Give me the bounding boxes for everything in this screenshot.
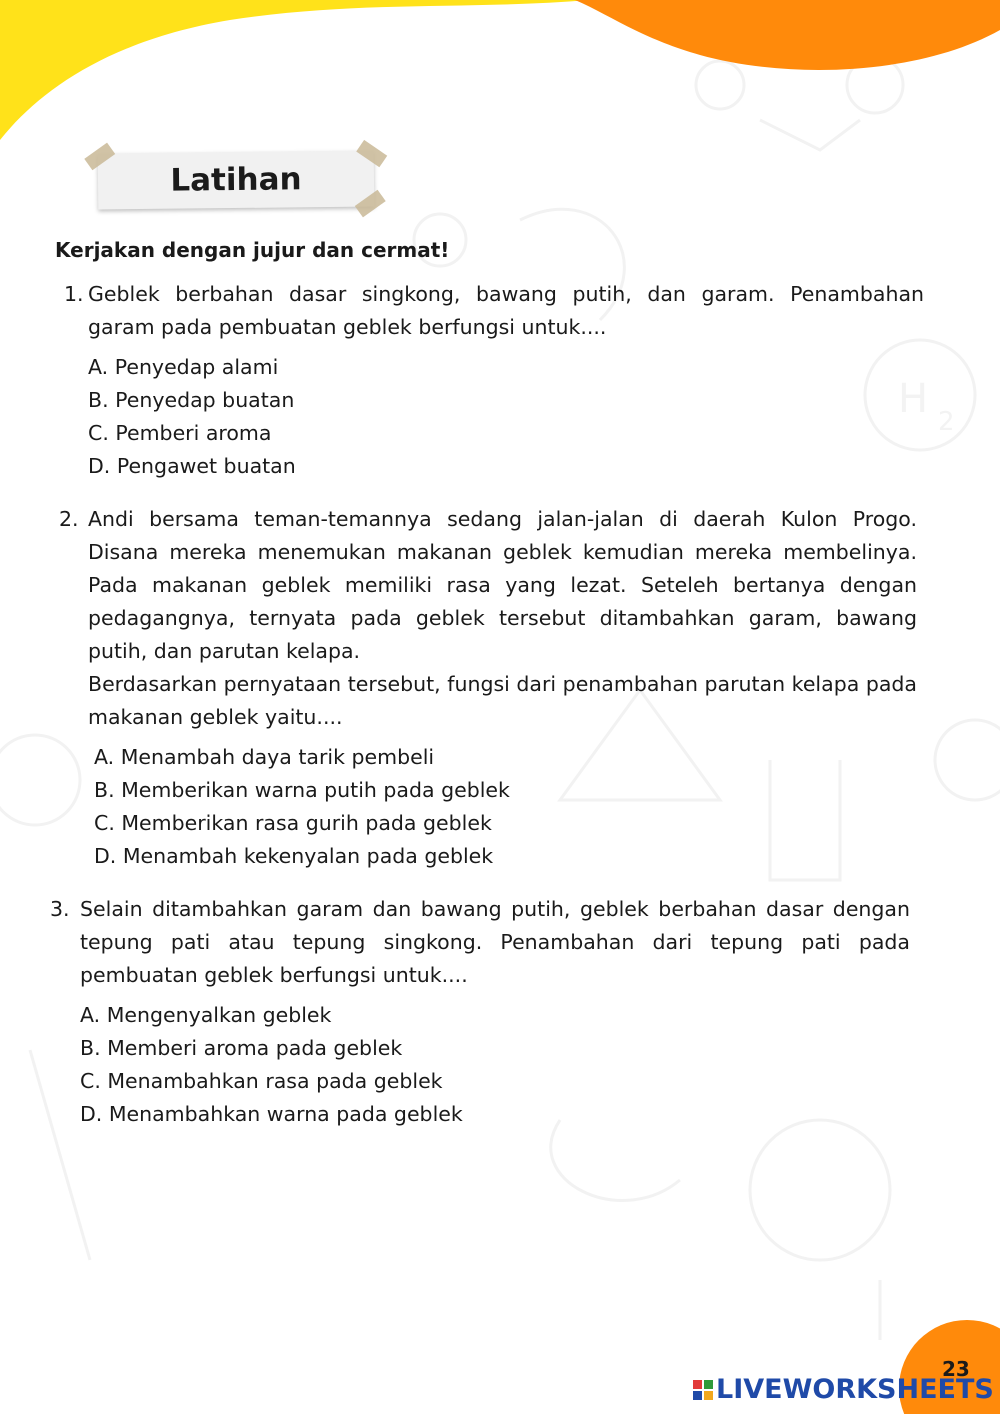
question-number: 3. (50, 897, 70, 921)
instruction-text: Kerjakan dengan jujur dan cermat! (55, 238, 450, 262)
option-list (88, 351, 924, 483)
svg-text:2: 2 (938, 407, 955, 437)
option-b[interactable]: B. Penyedap buatan (88, 388, 295, 412)
option-d[interactable]: D. Menambah kekenyalan pada geblek (94, 844, 494, 868)
question-stem-continued: Berdasarkan pernyataan tersebut, fungsi dari penambahan parutan kelapa pada makanan geblek yaitu.... (88, 672, 917, 729)
liveworksheets-logo[interactable] (693, 1374, 994, 1405)
question-3 (50, 893, 910, 1131)
option-list (88, 741, 917, 873)
question-stem: Geblek berbahan dasar singkong, bawang putih, dan garam. Penambahan garam pada pembuatan geblek berfungsi untuk.... (88, 282, 924, 339)
svg-text:H: H (898, 376, 929, 422)
question-number: 2. (59, 507, 79, 531)
page-title: Latihan (170, 161, 302, 199)
option-b[interactable]: B. Memberikan warna putih pada geblek (94, 778, 510, 802)
option-a[interactable]: A. Penyedap alami (88, 355, 279, 379)
option-c[interactable]: C. Menambahkan rasa pada geblek (80, 1069, 443, 1093)
logo-grid-icon (693, 1380, 713, 1400)
question-number: 1. (64, 282, 84, 306)
option-a[interactable]: A. Mengenyalkan geblek (80, 1003, 332, 1027)
option-c[interactable]: C. Pemberi aroma (88, 421, 272, 445)
option-b[interactable]: B. Memberi aroma pada geblek (80, 1036, 403, 1060)
option-a[interactable]: A. Menambah daya tarik pembeli (94, 745, 435, 769)
question-stem: Andi bersama teman-temannya sedang jalan-jalan di daerah Kulon Progo. Disana mereka menemukan makanan geblek kemudian mereka membelinya. Pada makanan geblek memiliki rasa yang lezat. Seteleh bertanya dengan pedagangnya, ternyata pada geblek tersebut ditambahkan garam, bawang putih, dan parutan kelapa. (88, 507, 917, 663)
question-1 (64, 278, 924, 483)
question-stem: Selain ditambahkan garam dan bawang putih, geblek berbahan dasar dengan tepung pati atau tepung singkong. Penambahan dari tepung pati pada pembuatan geblek berfungsi untuk.... (80, 897, 910, 987)
option-list (80, 999, 910, 1131)
page-number: 23 (942, 1357, 970, 1381)
option-c[interactable]: C. Memberikan rasa gurih pada geblek (94, 811, 492, 835)
brand-name: LIVEWORKSHEETS (716, 1374, 994, 1405)
question-2 (59, 503, 917, 873)
option-d[interactable]: D. Menambahkan warna pada geblek (80, 1102, 463, 1126)
title-card (98, 151, 375, 210)
option-d[interactable]: D. Pengawet buatan (88, 454, 296, 478)
